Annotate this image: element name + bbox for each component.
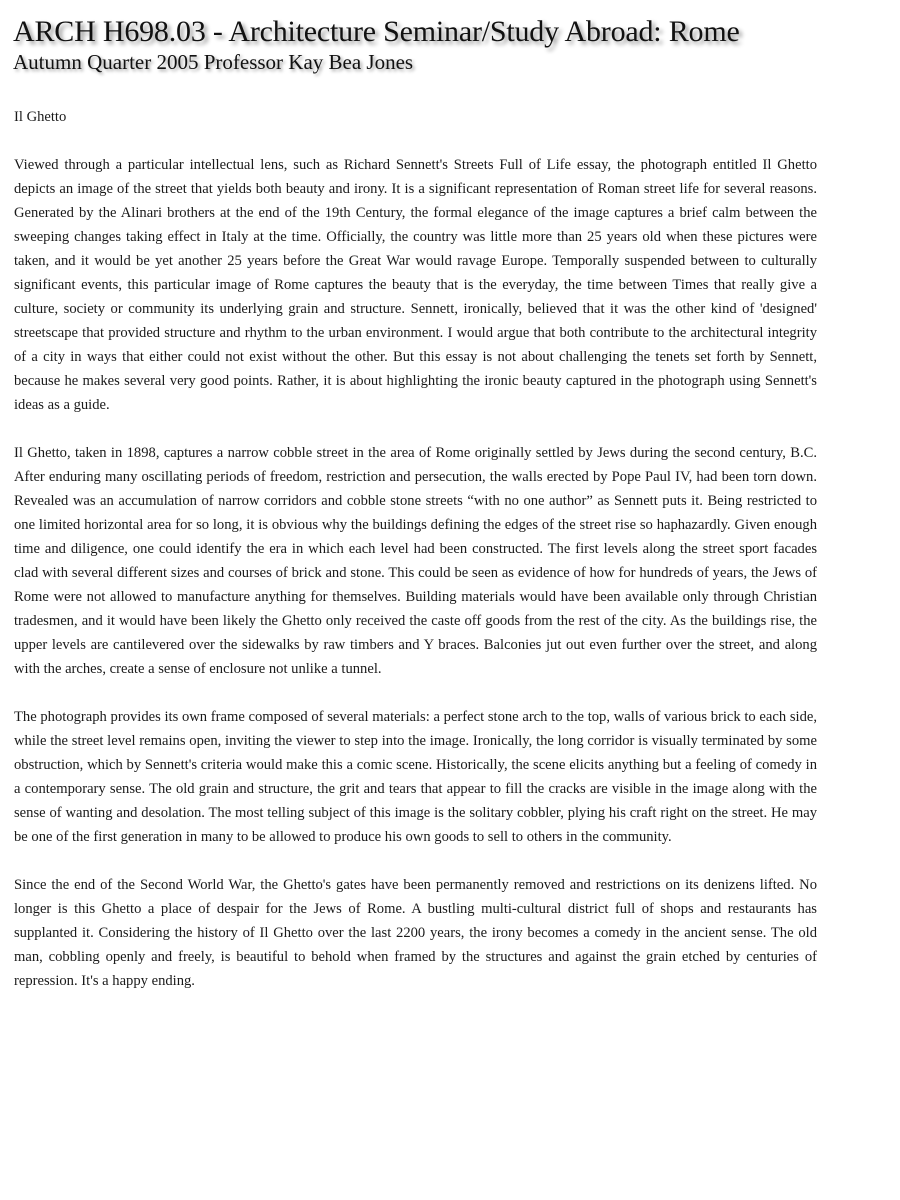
course-subtitle: Autumn Quarter 2005 Professor Kay Bea Jones	[13, 50, 414, 74]
essay-paragraph-3: The photograph provides its own frame composed of several materials: a perfect stone arch to the top, walls of various brick to each side, while the street level remains open, inviting the viewer to step into the image. Ironically, the long corridor is visually terminated by some obstruction, which by Sennett's criteria would make this a comic scene. Historically, the scene elicits anything but a feeling of comedy in a contemporary sense. The old grain and structure, the grit and tears that appear to fill the cracks are visible in the image along with the sense of wanting and desolation. The most telling subject of this image is the solitary cobbler, plying his craft right on the street. He may be one of the first generation in many to be allowed to produce his own goods to sell to others in the community.	[14, 709, 817, 845]
essay-heading: Il Ghetto	[14, 109, 67, 125]
page-header	[13, 14, 883, 74]
course-title: ARCH H698.03 - Architecture Seminar/Study Abroad: Rome	[13, 15, 740, 48]
essay-paragraph-1: Viewed through a particular intellectual lens, such as Richard Sennett's Streets Full of Life essay, the photograph entitled Il Ghetto depicts an image of the street that yields both beauty and irony. It is a significant representation of Roman street life for several reasons. Generated by the Alinari brothers at the end of the 19th Century, the formal elegance of the image captures a brief calm between the sweeping changes taking effect in Italy at the time. Officially, the country was little more than 25 years old when these pictures were taken, and it would be yet another 25 years before the Great War would ravage Europe. Temporally suspended between to culturally significant events, this particular image of Rome captures the beauty that is the everyday, the time between Times that really give a culture, society or community its underlying grain and structure. Sennett, ironically, believed that it was the other kind of 'designed' streetscape that provided structure and rhythm to the urban environment. I would argue that both contribute to the architectural integrity of a city in ways that either could not exist without the other. But this essay is not about challenging the tenets set forth by Sennett, because he makes several very good points. Rather, it is about highlighting the ironic beauty captured in the photograph using Sennett's ideas as a guide.	[14, 157, 817, 413]
essay-paragraph-4: Since the end of the Second World War, the Ghetto's gates have been permanently removed and restrictions on its denizens lifted. No longer is this Ghetto a place of despair for the Jews of Rome. A bustling multi-cultural district full of shops and restaurants has supplanted it. Considering the history of Il Ghetto over the last 2200 years, the irony becomes a comedy in the ancient sense. The old man, cobbling openly and freely, is beautiful to behold when framed by the structures and against the grain etched by centuries of repression. It's a happy ending.	[14, 877, 817, 989]
essay-paragraph-2: Il Ghetto, taken in 1898, captures a narrow cobble street in the area of Rome originally settled by Jews during the second century, B.C. After enduring many oscillating periods of freedom, restriction and persecution, the walls erected by Pope Paul IV, had been torn down. Revealed was an accumulation of narrow corridors and cobble stone streets “with no one author” as Sennett puts it. Being restricted to one limited horizontal area for so long, it is obvious why the buildings defining the edges of the street rise so haphazardly. Given enough time and diligence, one could identify the era in which each level had been constructed. The first levels along the street sport facades clad with several different sizes and courses of brick and stone. This could be seen as evidence of how for hundreds of years, the Jews of Rome were not allowed to manufacture anything for themselves. Building materials would have been available only through Christian tradesmen, and it would have been likely the Ghetto only received the caste off goods from the rest of the city. As the buildings rise, the upper levels are cantilevered over the sidewalks by raw timbers and Y braces. Balconies jut out even further over the street, and along with the arches, create a sense of enclosure not unlike a tunnel.	[14, 445, 817, 677]
essay-body	[14, 105, 817, 1017]
